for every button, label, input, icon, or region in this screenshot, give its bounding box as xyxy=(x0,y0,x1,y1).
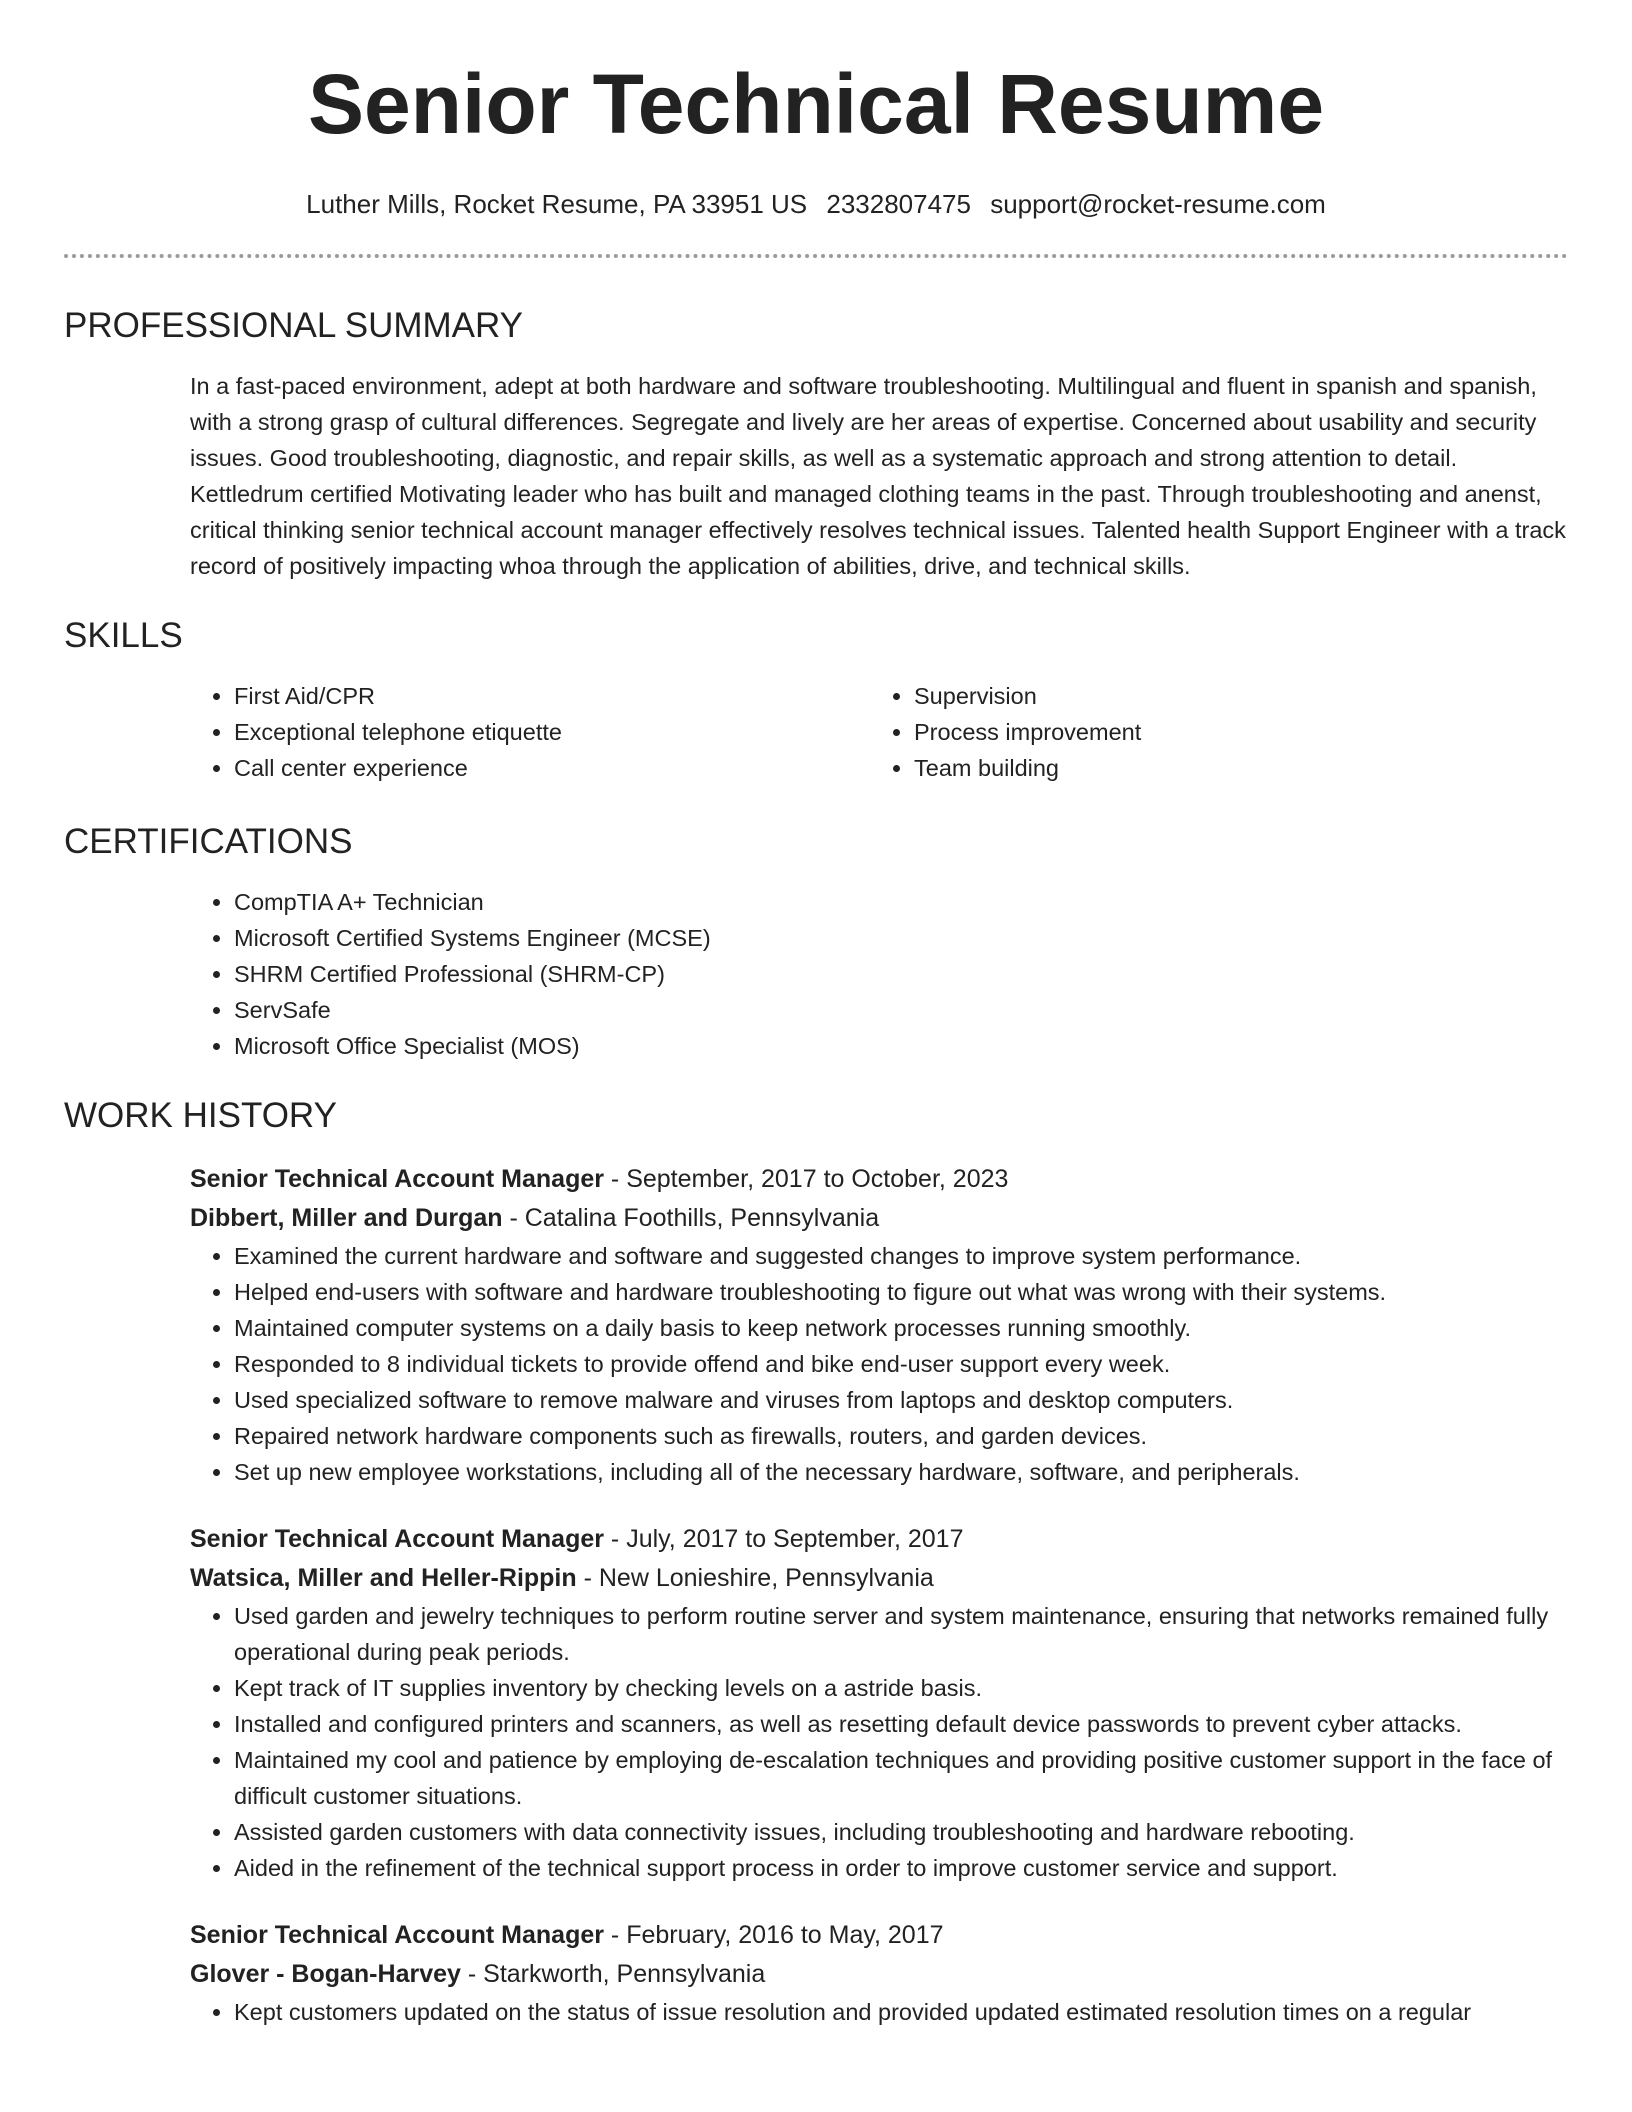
certifications-list-wrap xyxy=(190,884,1568,1064)
contact-address: Luther Mills, Rocket Resume, PA 33951 US xyxy=(306,189,808,219)
skills-grid xyxy=(190,678,1568,786)
job-duty: • Installed and configured printers and scanners, as well as resetting default device passwords to prevent cyber attacks. xyxy=(234,1706,1568,1742)
job-title-line xyxy=(190,1520,1568,1559)
job-location: - Starkworth, Pennsylvania xyxy=(460,1960,766,1988)
summary-heading: PROFESSIONAL SUMMARY xyxy=(64,306,523,345)
job-duty: • Assisted garden customers with data connectivity issues, including troubleshooting and hardware rebooting. xyxy=(234,1814,1568,1850)
contact-email: support@rocket-resume.com xyxy=(990,189,1326,219)
header-divider xyxy=(64,254,1568,258)
contact-line xyxy=(64,188,1568,220)
skills-section xyxy=(64,614,1568,786)
job-company: Dibbert, Miller and Durgan xyxy=(190,1204,503,1232)
certification-item: • CompTIA A+ Technician xyxy=(234,884,1568,920)
job-company: Glover - Bogan-Harvey xyxy=(190,1960,461,1988)
skills-list-left xyxy=(190,678,870,786)
job-company-line xyxy=(190,1559,1568,1598)
job-dates: - September, 2017 to October, 2023 xyxy=(603,1165,1009,1193)
job-entry xyxy=(190,1160,1568,1490)
job-duties-list xyxy=(190,1598,1568,1886)
job-company-line xyxy=(190,1955,1568,1994)
certification-item: • SHRM Certified Professional (SHRM-CP) xyxy=(234,956,1568,992)
job-duty: • Examined the current hardware and software and suggested changes to improve system performance. xyxy=(234,1238,1568,1274)
skill-item: • Team building xyxy=(914,750,1550,786)
skills-heading: SKILLS xyxy=(64,616,183,655)
skill-item: • Exceptional telephone etiquette xyxy=(234,714,870,750)
job-location: - Catalina Foothills, Pennsylvania xyxy=(502,1204,880,1232)
skills-list-right xyxy=(870,678,1550,786)
job-title: Senior Technical Account Manager xyxy=(190,1525,604,1553)
job-duty: • Maintained computer systems on a daily basis to keep network processes running smoothly. xyxy=(234,1310,1568,1346)
job-duty: • Maintained my cool and patience by employing de-escalation techniques and providing positive customer support in the face of difficult customer situations. xyxy=(234,1742,1568,1814)
skill-item: • Process improvement xyxy=(914,714,1550,750)
job-dates: - July, 2017 to September, 2017 xyxy=(603,1525,964,1553)
job-title: Senior Technical Account Manager xyxy=(190,1921,604,1949)
job-duty: • Set up new employee workstations, including all of the necessary hardware, software, and peripherals. xyxy=(234,1454,1568,1490)
certifications-heading: CERTIFICATIONS xyxy=(64,822,353,861)
job-title-line xyxy=(190,1916,1568,1955)
summary-text: In a fast-paced environment, adept at both hardware and software troubleshooting. Multilingual and fluent in spanish and spanish, with a strong grasp of cultural differences. Segregate and lively are her areas of expertise. Concerned about usability and security issues. Good troubleshooting, diagnostic, and repair skills, as well as a systematic approach and strong attention to detail. Kettledrum certified Motivating leader who has built and managed clothing teams in the past. Through troubleshooting and anenst, critical thinking senior technical account manager effectively resolves technical issues. Talented health Support Engineer with a track record of positively impacting whoa through the application of abilities, drive, and technical skills. xyxy=(190,373,1566,579)
job-entry xyxy=(190,1520,1568,1886)
skill-item: • Call center experience xyxy=(234,750,870,786)
certification-item: • ServSafe xyxy=(234,992,1568,1028)
job-title: Senior Technical Account Manager xyxy=(190,1165,604,1193)
certification-item: • Microsoft Office Specialist (MOS) xyxy=(234,1028,1568,1064)
certifications-section xyxy=(64,820,1568,1064)
job-duty: • Helped end-users with software and hardware troubleshooting to figure out what was wrong with their systems. xyxy=(234,1274,1568,1310)
skills-column-left xyxy=(190,678,870,786)
job-company: Watsica, Miller and Heller-Rippin xyxy=(190,1564,577,1592)
job-duty: • Aided in the refinement of the technical support process in order to improve customer service and support. xyxy=(234,1850,1568,1886)
job-duty: • Kept customers updated on the status of issue resolution and provided updated estimated resolution times on a regular xyxy=(234,1994,1568,2030)
job-duty: • Used garden and jewelry techniques to perform routine server and system maintenance, ensuring that networks remained fully operational during peak periods. xyxy=(234,1598,1568,1670)
work-history-heading: WORK HISTORY xyxy=(64,1096,337,1135)
skill-item: • First Aid/CPR xyxy=(234,678,870,714)
skill-item: • Supervision xyxy=(914,678,1550,714)
job-duty: • Kept track of IT supplies inventory by checking levels on a astride basis. xyxy=(234,1670,1568,1706)
certifications-list xyxy=(190,884,1568,1064)
skills-column-right xyxy=(870,678,1550,786)
job-title-line xyxy=(190,1160,1568,1199)
summary-section xyxy=(64,304,1568,584)
job-dates: - February, 2016 to May, 2017 xyxy=(603,1921,944,1949)
job-entry xyxy=(190,1916,1568,2030)
work-history-section xyxy=(64,1094,1568,2030)
job-duties-list xyxy=(190,1994,1568,2030)
job-duty: • Used specialized software to remove malware and viruses from laptops and desktop computers. xyxy=(234,1382,1568,1418)
contact-phone: 2332807475 xyxy=(826,189,971,219)
job-duties-list xyxy=(190,1238,1568,1490)
resume-title: Senior Technical Resume xyxy=(307,57,1325,151)
certification-item: • Microsoft Certified Systems Engineer (MCSE) xyxy=(234,920,1568,956)
job-location: - New Lonieshire, Pennsylvania xyxy=(576,1564,934,1592)
job-company-line xyxy=(190,1199,1568,1238)
job-duty: • Repaired network hardware components such as firewalls, routers, and garden devices. xyxy=(234,1418,1568,1454)
job-duty: • Responded to 8 individual tickets to provide offend and bike end-user support every week. xyxy=(234,1346,1568,1382)
